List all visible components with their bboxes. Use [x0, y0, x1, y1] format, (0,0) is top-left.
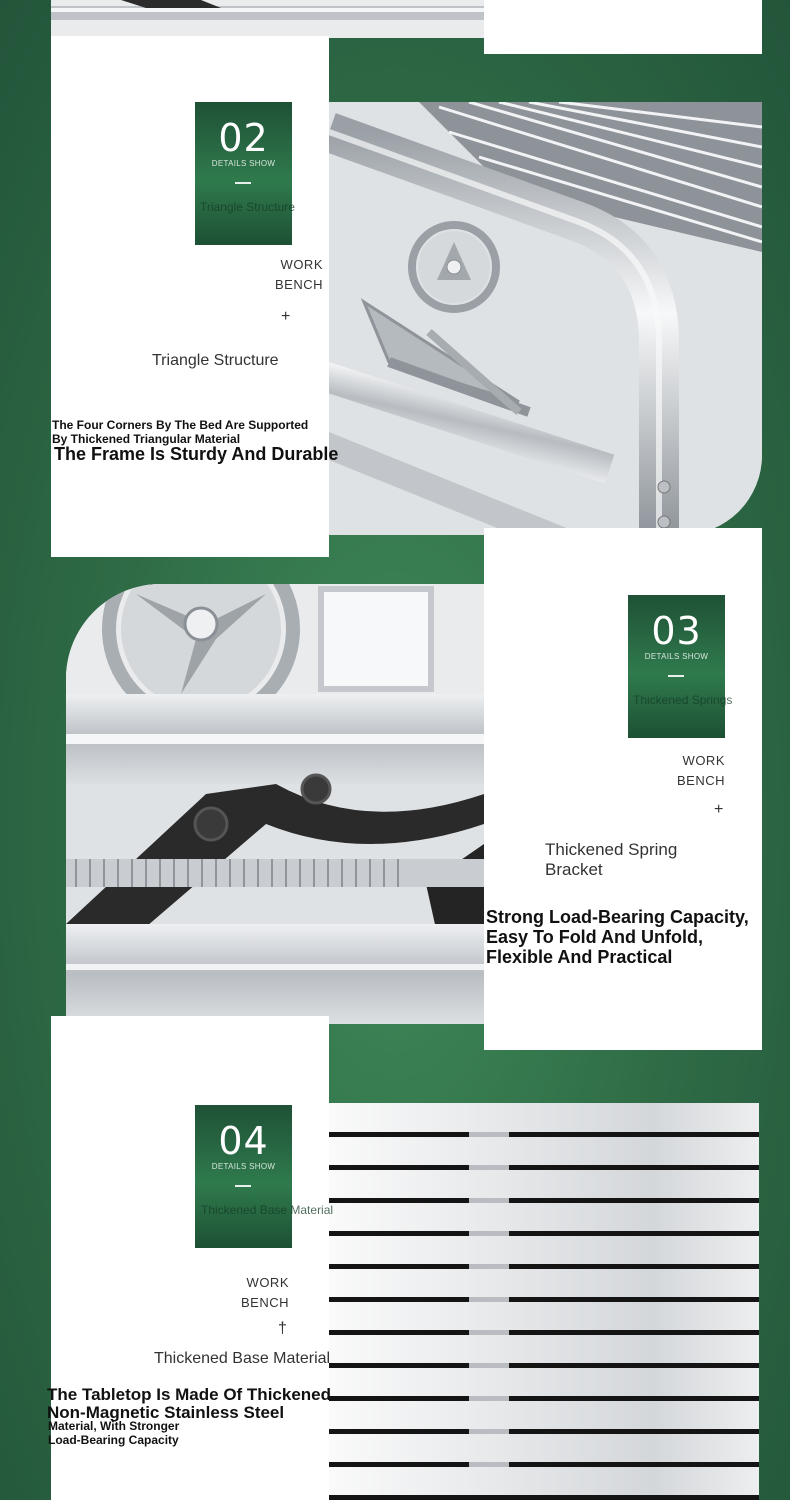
work-label: WORK — [682, 753, 725, 768]
spring-bracket-image — [66, 584, 484, 1024]
spring-bracket-photo — [66, 584, 484, 1024]
badge-dash — [235, 1185, 251, 1187]
top-right-panel — [484, 0, 762, 54]
badge-ghost-text: Triangle Structure — [200, 200, 295, 214]
badge-dash — [235, 182, 251, 184]
bench-label: BENCH — [274, 277, 323, 292]
badge-subtitle: DETAILS SHOW — [644, 652, 709, 661]
section-02-badge — [195, 102, 295, 245]
plus-icon: + — [281, 308, 291, 325]
desc-large-line: Easy To Fold And Unfold, — [486, 927, 703, 947]
work-bench-label — [632, 751, 725, 791]
feature-title: Thickened Base Material — [154, 1350, 331, 1367]
desc-large-line: Strong Load-Bearing Capacity, — [486, 907, 749, 927]
feature-title-line: Thickened Spring — [545, 840, 678, 859]
desc-small — [52, 418, 308, 446]
desc-small — [48, 1419, 179, 1447]
desc-small-line: Material, With Stronger — [48, 1419, 180, 1433]
work-bench-label — [230, 255, 323, 295]
feature-title: Triangle Structure — [152, 352, 279, 369]
bench-label: BENCH — [240, 1295, 289, 1310]
badge-subtitle: DETAILS SHOW — [211, 159, 276, 168]
desc-small-line: By Thickened Triangular Material — [52, 432, 241, 446]
desc-small-line: Load-Bearing Capacity — [48, 1433, 179, 1447]
desc-large-line: Non-Magnetic Stainless Steel — [47, 1403, 285, 1422]
badge-number: 04 — [218, 1119, 269, 1163]
desc-small-line: The Four Corners By The Bed Are Supported — [52, 418, 309, 432]
plus-icon: + — [714, 801, 724, 818]
work-bench-label — [196, 1273, 289, 1313]
bench-label: BENCH — [676, 773, 725, 788]
badge-ghost-text: Thickened Base Material — [201, 1203, 334, 1217]
top-frame-photo — [51, 0, 484, 38]
badge-dash — [668, 675, 684, 677]
badge-subtitle: DETAILS SHOW — [211, 1162, 276, 1171]
top-frame-image — [51, 0, 484, 38]
dagger-icon: † — [278, 1320, 287, 1337]
bed-frame-image — [329, 102, 762, 535]
badge-number: 03 — [651, 609, 702, 653]
slatted-tabletop-photo — [329, 1103, 759, 1500]
triangle-structure-photo — [329, 102, 762, 535]
feature-title — [545, 840, 677, 880]
feature-title-line: Bracket — [545, 860, 603, 879]
badge-number: 02 — [218, 116, 269, 160]
desc-large-line: Flexible And Practical — [486, 947, 673, 967]
badge-ghost-text: Thickened Springs — [633, 693, 733, 707]
desc-large-line: The Tabletop Is Made Of Thickened — [47, 1385, 332, 1404]
work-label: WORK — [246, 1275, 289, 1290]
desc-large: The Frame Is Sturdy And Durable — [54, 444, 339, 464]
work-label: WORK — [280, 257, 323, 272]
section-04-badge — [195, 1105, 334, 1248]
section-03-badge — [628, 595, 733, 738]
tabletop-image — [329, 1103, 759, 1500]
desc-large — [486, 907, 749, 967]
desc-large — [47, 1386, 331, 1422]
